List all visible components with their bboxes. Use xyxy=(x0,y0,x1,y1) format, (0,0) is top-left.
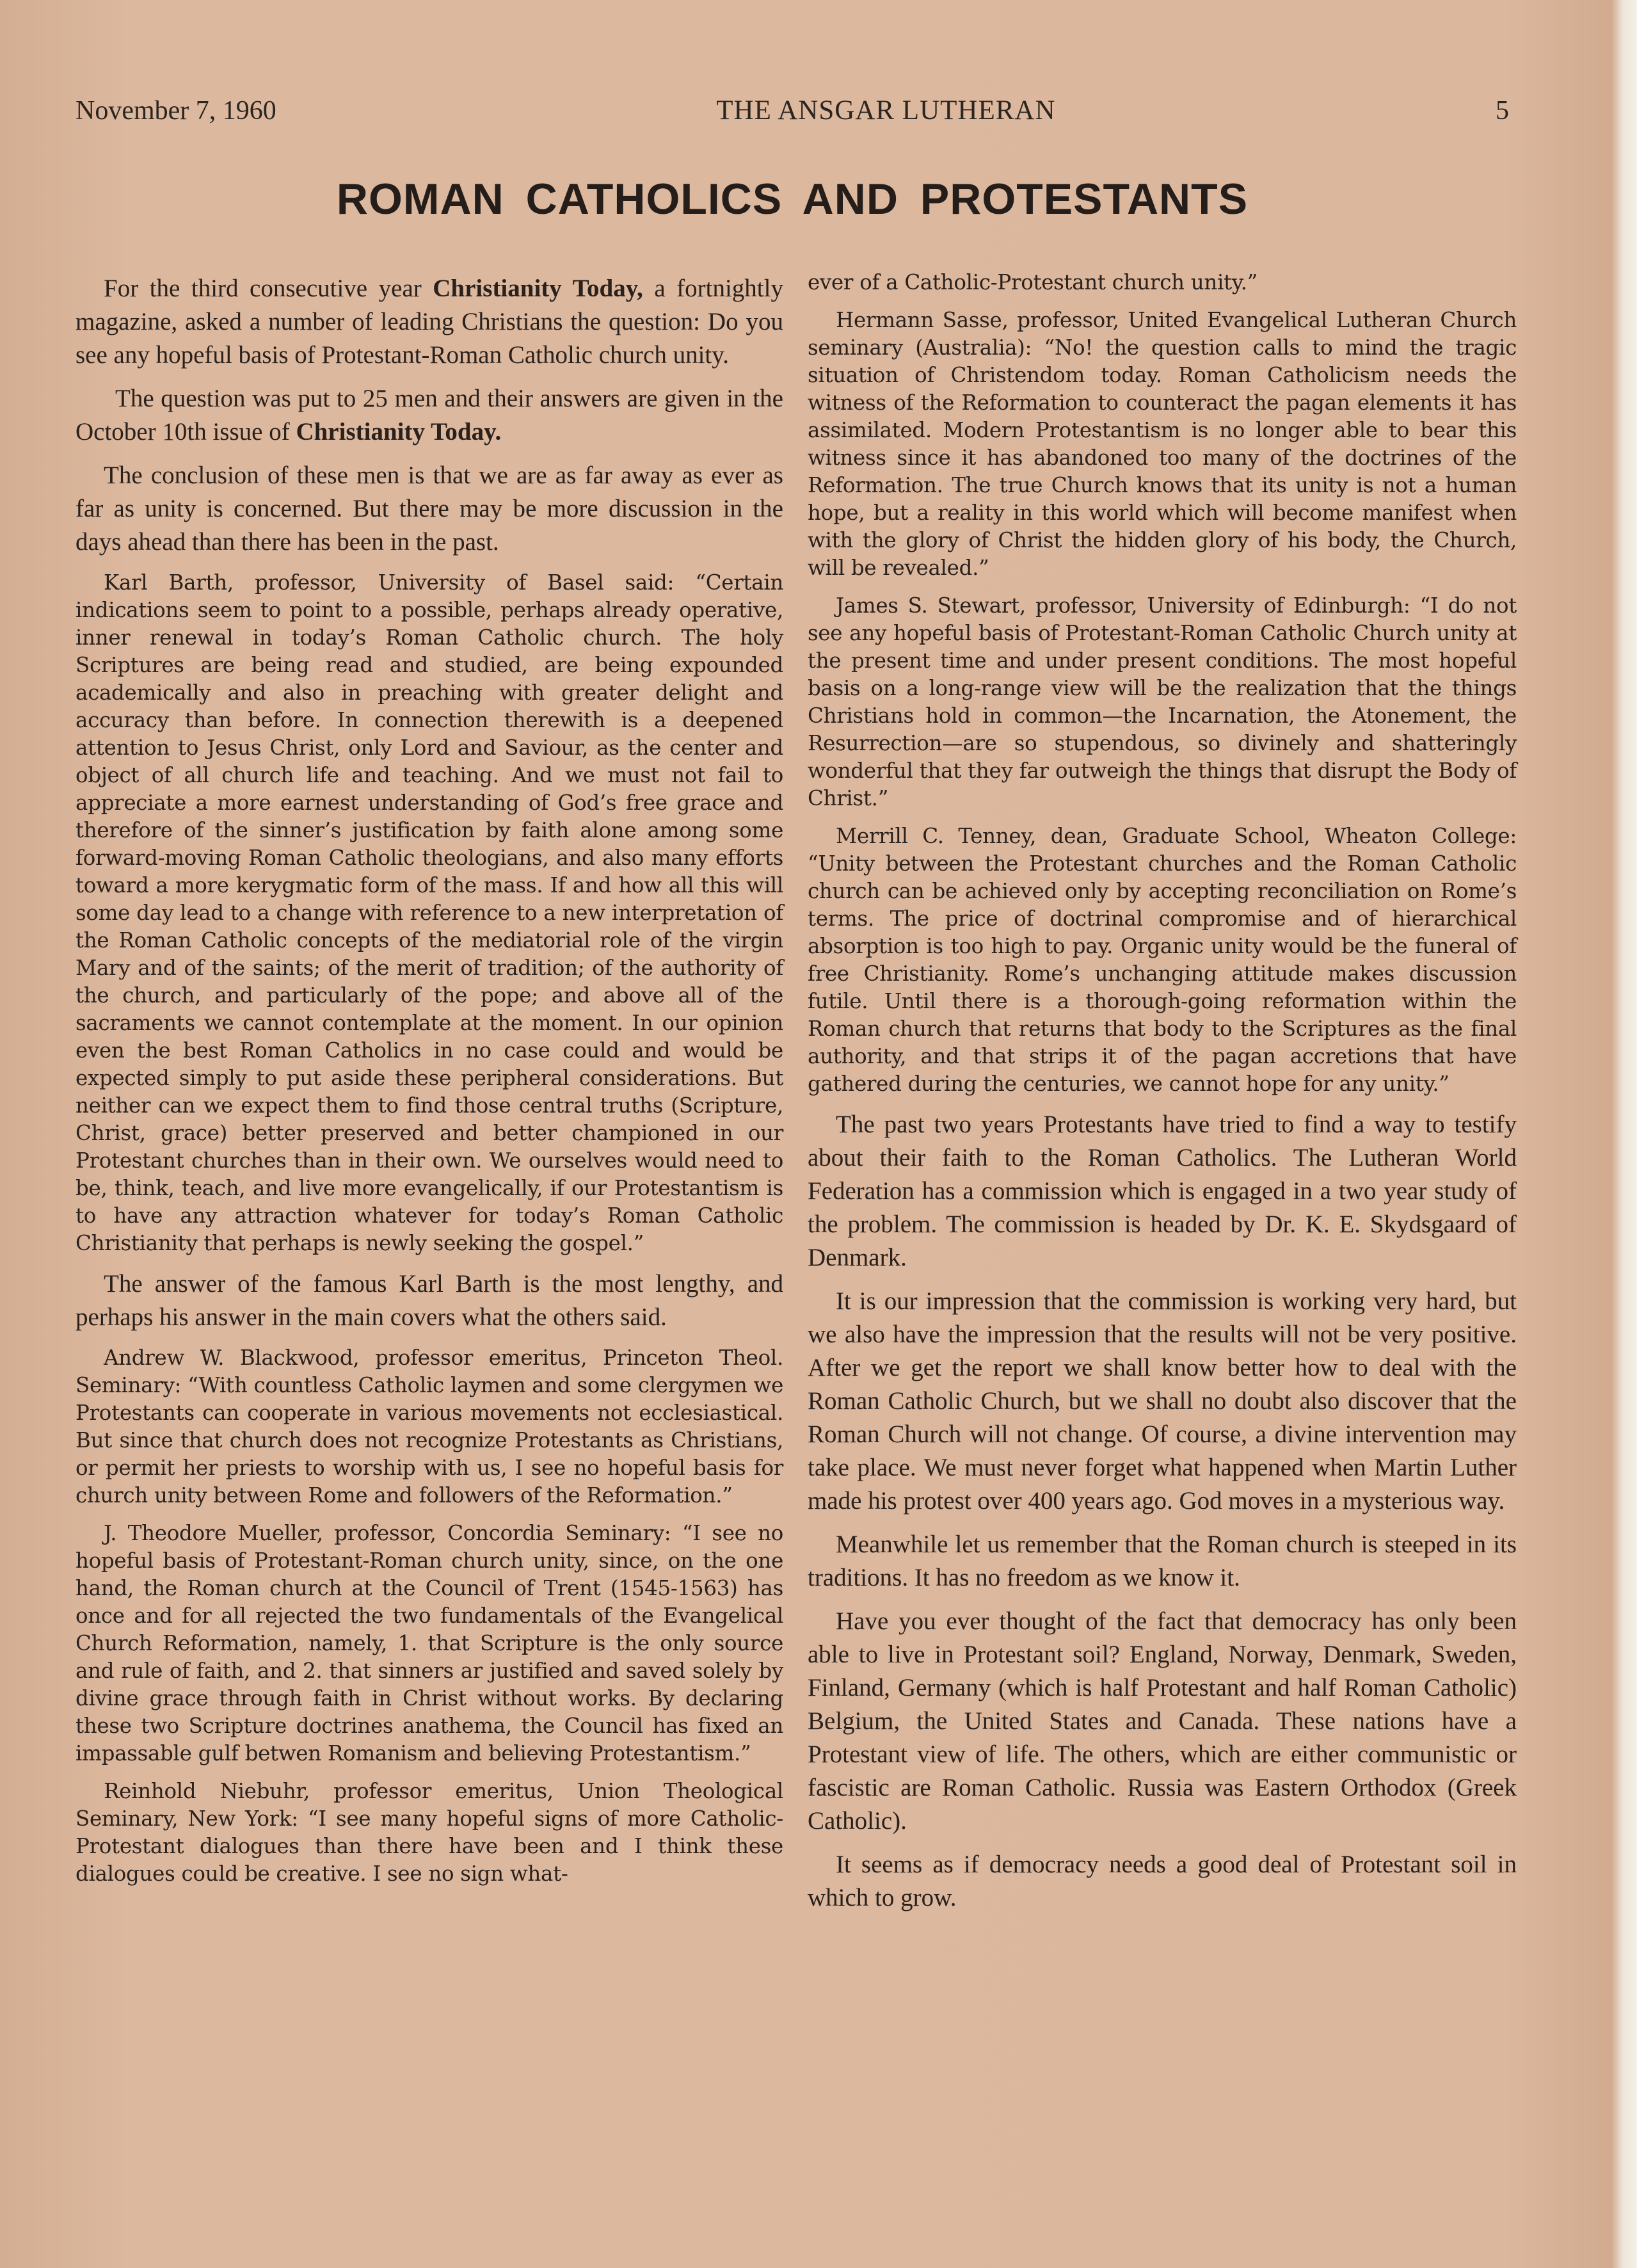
running-header xyxy=(76,95,1509,126)
publication-title: THE ANSGAR LUTHERAN xyxy=(716,95,1056,125)
quote-barth: Karl Barth, professor, University of Basel said: “Certain indications seem to point to a possible, perhaps already operative, inner renewal in today’s Roman Catholic church. The holy Scriptures are being read and studied, are being expounded academically and also in preaching with greater delight and accuracy than before. In connection therewith is a deepened attention to Jesus Christ, only Lord and Saviour, as the center and object of all church life and teaching. And we must not fail to appreciate a more earnest understanding of God’s free grace and therefore of the sinner’s justification by faith alone among some forward-moving Roman Catholic theologians, and also many efforts toward a more kerygmatic form of the mass. If and how all this will some day lead to a change with reference to a new interpretation of the Roman Catholic concepts of the mediatorial role of the virgin Mary and of the saints; of the merit of tradition; of the authority of the church, and particularly of the pope; and above all of the sacraments we cannot contemplate at the moment. In our opinion even the best Roman Catholics in no case could and would be expected simply to put aside these peripheral considerations. But neither can we expect them to find those central truths (Scripture, Christ, grace) better preserved and better championed in our Protestant churches than in their own. We ourselves would need to be, think, teach, and live more evangelically, if our Protestantism is to have any attraction whatever for today’s Roman Catholic Christianity that perhaps is newly seeking the gospel.” xyxy=(76,570,783,1255)
barth-comment-paragraph: The answer of the famous Karl Barth is the most lengthy, and perhaps his answer in the main covers what the others said. xyxy=(76,1270,783,1331)
quote-mueller: J. Theodore Mueller, professor, Concordia Seminary: “I see no hopeful basis of Protestant-Roman church unity, since, on the one hand, the Roman church at the Council of Trent (1545-1563) has once and for all rejected the two fundamentals of the Evangelical Church Reformation, namely, 1. that Scripture is the only source and rule of faith, and 2. that sinners ar justified and saved solely by divine grace through faith in Christ without works. By declaring these two Scripture doctrines anathema, the Council has fixed an impassable gulf betwen Romanism and believing Protestantism.” xyxy=(76,1521,783,1765)
intro-paragraph-2: The question was put to 25 men and their answers are given in the October 10th issue of Christianity Today. xyxy=(76,385,783,446)
quote-tenney: Merrill C. Tenney, dean, Graduate School, Wheaton College: “Unity between the Protestant churches and the Roman Catholic church can be achieved only by accepting reconciliation on Rome’s terms. The price of doctrinal compromise and of hierarchical absorption is too high to pay. Organic unity would be the funeral of free Christianity. Rome’s unchanging attitude makes discussion futile. Until there is a thorough-going reformation within the Roman church that returns that body to the Scriptures as the final authority, and that strips it of the pagan accretions that have gathered during the centuries, we cannot hope for any unity.” xyxy=(808,824,1517,1096)
quote-niebuhr-continued: ever of a Catholic-Protestant church unity.” xyxy=(808,270,1258,294)
paragraph-lutheran-world-federation: The past two years Protestants have tried to find a way to testify about their faith to the Roman Catholics. The Lutheran World Federation has a commission which is engaged in a two year study of the problem. The commission is headed by Dr. K. E. Skydsgaard of Denmark. xyxy=(808,1111,1517,1271)
intro-paragraph-3: The conclusion of these men is that we are as far away as ever as far as unity is concerned. But there may be more discussion in the days ahead than there has been in the past. xyxy=(76,462,783,556)
left-column xyxy=(76,272,783,1898)
quote-stewart: James S. Stewart, professor, University of Edinburgh: “I do not see any hopeful basis of Protestant-Roman Catholic Church unity at the present time and under present conditions. The most hopeful basis on a long-range view will be the realization that the things Christians hold in common—the Incarnation, the Atonement, the Resurrection—are so stupendous, so divinely and shatteringly wonderful that they far outweigh the things that disrupt the Body of Christ.” xyxy=(808,593,1517,810)
paragraph-democracy: Have you ever thought of the fact that democracy has only been able to live in Protestant soil? England, Norway, Denmark, Sweden, Finland, Germany (which is half Protestant and half Roman Catholic) Belgium, the United States and Canada. These nations have a Protestant view of life. The others, which are either communistic or fascistic are Roman Catholic. Russia was Eastern Orthodox (Greek Catholic). xyxy=(808,1607,1517,1835)
quote-blackwood: Andrew W. Blackwood, professor emeritus, Princeton Theol. Seminary: “With countless Catholic laymen and some clergymen we Protestants can cooperate in various movements not ecclesiastical. But since that church does not recognize Protestants as Christians, or permit her priests to worship with us, I see no hopeful basis for church unity between Rome and followers of the Reformation.” xyxy=(76,1346,783,1508)
issue-date: November 7, 1960 xyxy=(76,96,276,125)
intro-paragraph-1: For the third consecutive year Christianity Today, a fortnightly magazine, asked a number of leading Christians the question: Do you see any hopeful basis of Protestant-Roman Catholic church unity. xyxy=(76,275,783,369)
right-column xyxy=(808,269,1517,1925)
paragraph-impression: It is our impression that the commission is working very hard, but we also have the impression that the results will not be very positive. After we get the report we shall know better how to deal with the Roman Catholic Church, but we shall no doubt also discover that the Roman Church will not change. Of course, a divine intervention may take place. We must never forget what happened when Martin Luther made his protest over 400 years ago. God moves in a mysterious way. xyxy=(808,1287,1517,1515)
quote-niebuhr: Reinhold Niebuhr, professor emeritus, Union Theological Seminary, New York: “I see many hopeful signs of more Catholic-Protestant dialogues than there have been and I think these dialogues could be creative. I see no sign what- xyxy=(76,1779,783,1886)
paragraph-meanwhile: Meanwhile let us remember that the Roman church is steeped in its traditions. It has no freedom as we know it. xyxy=(808,1531,1517,1591)
magazine-name: Christianity Today, xyxy=(433,275,643,302)
paragraph-closing: It seems as if democracy needs a good deal of Protestant soil in which to grow. xyxy=(808,1851,1517,1911)
page-number: 5 xyxy=(1496,96,1509,125)
article-headline: ROMAN CATHOLICS AND PROTESTANTS xyxy=(336,175,1249,223)
quote-sasse: Hermann Sasse, professor, United Evangelical Lutheran Church seminary (Australia): “No! the question calls to mind the tragic situation of Christendom today. Roman Catholicism needs the witness of the Reformation to counteract the pagan elements it has assimilated. Modern Protestantism is no longer able to bear this witness since it has abandoned too many of the doctrines of the Reformation. The true Church knows that its unity is not a human hope, but a reality in this world which will become manifest when with the glory of Christ the hidden glory of his body, the Church, will be revealed.” xyxy=(808,308,1517,580)
page-edge xyxy=(1611,0,1637,2268)
magazine-name-issue: Christianity Today. xyxy=(296,418,502,446)
